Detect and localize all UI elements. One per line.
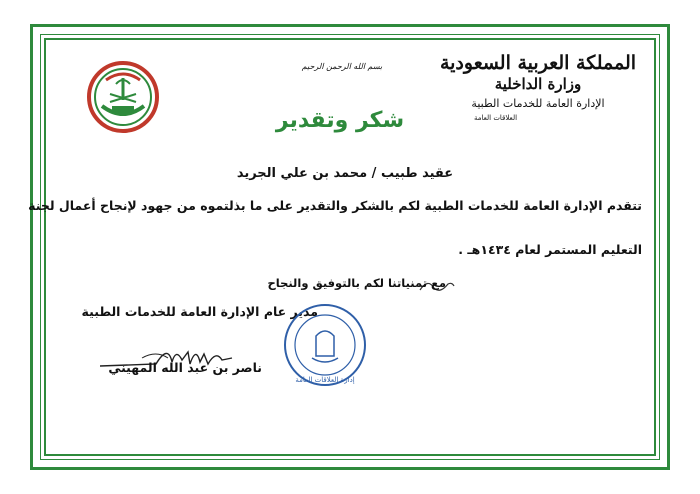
recipient-name: عقيد طبيب / محمد بن علي الجريد xyxy=(236,166,454,181)
ministry-name: وزارة الداخلية xyxy=(494,75,582,93)
signatory-name: ناصر بن عبد الله المهيني xyxy=(108,360,262,375)
official-stamp-icon xyxy=(280,300,370,390)
basmala: بسم الله الرحمن الرحيم xyxy=(301,62,383,71)
letterhead xyxy=(438,52,638,124)
closing-wish: مع تمنياتنا لكم بالتوفيق والنجاح xyxy=(267,276,446,290)
public-relations-label: العلاقات العامة xyxy=(474,114,518,122)
certificate-title: شكر وتقدير xyxy=(275,108,405,133)
ministry-emblem-icon xyxy=(86,60,160,134)
department-name: الإدارة العامة للخدمات الطبية xyxy=(471,97,605,110)
kingdom-name: المملكة العربية السعودية xyxy=(439,52,637,74)
body-line-1: تتقدم الإدارة العامة للخدمات الطبية لكم بالشكر والتقدير على ما بذلتموه من جهود لإنجاح أعمال لجنة xyxy=(28,198,642,213)
body-line-2: التعليم المستمر لعام ١٤٣٤هـ . xyxy=(458,242,642,257)
signatory-title: مدير عام الإدارة العامة للخدمات الطبية xyxy=(81,304,318,319)
stamp-text: إدارة العلاقات العامة xyxy=(295,376,355,384)
